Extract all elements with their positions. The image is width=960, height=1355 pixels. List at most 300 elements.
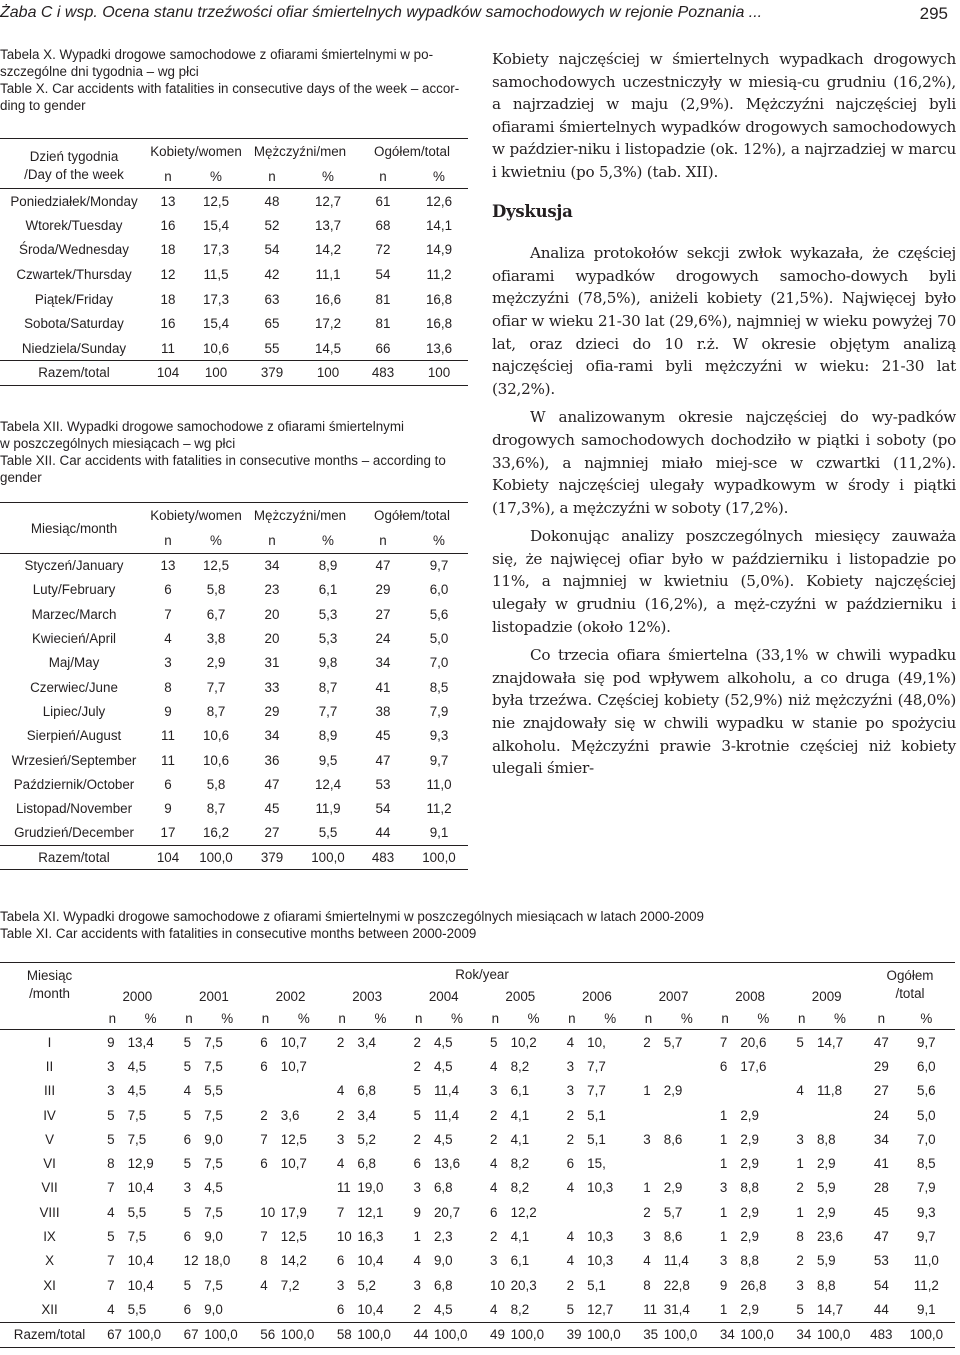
table-cell: 10,6 — [202, 340, 230, 356]
table-cell: 104 — [156, 849, 180, 865]
table-cell: 8 — [260, 1253, 268, 1269]
table-cell: 10,4 — [357, 1253, 384, 1269]
table-cell: 7 — [336, 1204, 345, 1220]
table-cell: 12,2 — [510, 1204, 537, 1220]
table-row — [0, 1079, 955, 1103]
table-cell: 4 — [336, 1156, 345, 1172]
table-cell: 11,4 — [663, 1253, 689, 1269]
table-cell: 4,5 — [127, 1058, 147, 1074]
table-cell: 7,5 — [204, 1107, 223, 1123]
row-label: Maj/May — [48, 655, 100, 671]
row-label-header: Miesiąc/month — [30, 520, 118, 536]
table-cell: 23,6 — [816, 1229, 844, 1245]
row-label: Razem/total — [38, 849, 110, 865]
table-cell: 100,0 — [587, 1327, 621, 1343]
table-cell: 4 — [566, 1229, 575, 1245]
paragraph: Analiza protokołów sekcji zwłok wykazała, że częściej ofiarami wypadków drogowych samocho-dowych byli mężczyźni (78,5%), aniżeli kobiety (21,5%). Najwięcej było ofiar w wieku 21-30 lat (29,6%), najmniej w wieku powyżej 70 lat, oraz dzieci do 10 r.ż. W okresie objętym analizą najczęściej ofia-rami byli mężczyźni w wieku: 21-30 lat (32,2%). — [492, 244, 956, 398]
table-cell: 7,5 — [204, 1204, 223, 1220]
table-cell: 11,0 — [913, 1253, 939, 1269]
table-cell: 13,6 — [433, 1156, 461, 1172]
subhead: % — [433, 533, 445, 549]
table-cell: 6 — [183, 1301, 192, 1317]
table-cell: 66 — [375, 340, 391, 356]
table-cell: 12,9 — [127, 1156, 154, 1172]
table-row — [0, 699, 468, 723]
table-cell: 8,2 — [510, 1156, 530, 1172]
subhead: % — [322, 533, 334, 549]
table-cell: 29 — [264, 703, 280, 719]
table-cell: 9,0 — [204, 1229, 223, 1245]
paragraph: Dokonując analizy poszczególnych miesięcy zauważa się, że najwięcej ofiar było w październiku i listopadzie po 11%, a najmniej w kwietniu (5,0%). Kobiety najczęściej ulegały w grudniu (16,2%), a męż-czyźni w październiku i listopadzie (około 12%). — [492, 527, 956, 636]
table-cell: 9 — [164, 703, 172, 719]
table-row — [0, 1224, 955, 1248]
row-label: Marzec/March — [31, 606, 117, 622]
year-header: 2008 — [735, 988, 765, 1004]
table-cell: 1 — [796, 1156, 804, 1172]
table-cell: 4 — [413, 1253, 421, 1269]
table-cell: 10,3 — [587, 1180, 614, 1196]
table-cell: 11 — [643, 1301, 658, 1317]
table-xi — [0, 962, 955, 1348]
caption-line: gender — [0, 470, 42, 485]
table-cell: 63 — [264, 291, 280, 307]
table-cell: 7,7 — [206, 679, 226, 695]
year-header: 2000 — [122, 988, 153, 1004]
row-label: Październik/October — [13, 776, 135, 792]
caption-line: Tabela XI. Wypadki drogowe samochodowe z ofiarami śmiertelnymi w poszczególnych miesiącach w latach 2000-2009 — [0, 909, 704, 924]
table-cell: 9 — [413, 1204, 421, 1220]
table-cell: 16,3 — [357, 1229, 384, 1245]
paragraph: W analizowanym okresie najczęściej do wy-padków drogowych samochodowych dochodziło w piątki i soboty (po 33,6%), a najmniej miało miej-sce w czwartki (11,2%). Kobiety najczęściej ulegały wypadkowym w środy i piątki (17,3%), a mężczyźni w soboty (17,2%). — [492, 408, 956, 517]
table-cell: 41 — [375, 679, 391, 695]
table-cell: 41 — [873, 1156, 889, 1172]
table-cell: 56 — [260, 1327, 276, 1343]
table-cell: 10,6 — [202, 752, 230, 768]
table-cell: 16 — [160, 217, 176, 233]
page-number: 295 — [919, 4, 948, 23]
paragraph: Co trzecia ofiara śmiertelna (33,1% w chwili wypadku znajdowała się pod wpływem alkoholu, a co druga (49,1%) była trzeźwa. Częściej kobiety (52,9%) niż mężczyźni (48,0%) nie znajdowały się w chwili wypadku w stanie po spożyciu alkoholu. Mężczyźni prawie 3-krotnie częściej niż kobiety ulegali śmier- — [492, 646, 956, 778]
table-cell: 100,0 — [909, 1327, 944, 1343]
table-cell: 20,7 — [433, 1204, 461, 1220]
table-cell: 14,9 — [425, 242, 453, 258]
table-cell: 6 — [164, 776, 172, 792]
table-cell: 4 — [490, 1058, 498, 1074]
table-cell: 2,9 — [740, 1229, 759, 1245]
row-label-header — [0, 139, 148, 189]
table-cell: 6 — [566, 1156, 575, 1172]
table-cell: 15,4 — [202, 217, 230, 233]
table-cell: 9 — [107, 1034, 115, 1050]
table-cell: 4 — [183, 1083, 192, 1099]
subhead: % — [322, 168, 334, 184]
subhead: n — [877, 1010, 886, 1026]
table-cell: 6 — [719, 1058, 728, 1074]
table-cell: 6,0 — [429, 582, 449, 598]
table-cell: 7,7 — [318, 703, 338, 719]
table-cell: 12,7 — [314, 193, 342, 209]
table-cell: 8,9 — [318, 728, 338, 744]
table-cell: 4,5 — [433, 1034, 453, 1050]
group-header: Kobiety/women — [150, 508, 242, 524]
table-cell: 4 — [107, 1301, 115, 1317]
table-cell: 2,9 — [740, 1204, 759, 1220]
table-cell: 11 — [161, 728, 175, 744]
table-cell: 6,8 — [357, 1156, 377, 1172]
table-cell: 47 — [873, 1034, 889, 1050]
total-row — [0, 361, 468, 386]
table-cell: 11 — [161, 340, 175, 356]
header-text: /total — [895, 986, 925, 1001]
table-cell: 9 — [719, 1277, 728, 1293]
table-cell: 5,3 — [318, 631, 338, 647]
table-cell: 5 — [490, 1034, 498, 1050]
table-cell: 18 — [160, 291, 176, 307]
table-cell: 5,8 — [206, 776, 226, 792]
table-cell: 16 — [160, 316, 176, 332]
table-cell: 19,0 — [357, 1180, 384, 1196]
year-header: 2006 — [582, 988, 612, 1004]
table-cell: 3 — [107, 1083, 115, 1099]
table-cell: 4 — [107, 1204, 115, 1220]
table-cell: 5 — [566, 1301, 575, 1317]
row-label: VIII — [39, 1204, 60, 1220]
table-cell: 7,7 — [587, 1058, 606, 1074]
table-cell: 12,5 — [280, 1229, 307, 1245]
table-row — [0, 772, 468, 796]
table-cell: 8,6 — [663, 1229, 683, 1245]
year-header: 2009 — [811, 988, 842, 1004]
subhead: % — [680, 1010, 693, 1026]
table-cell: 100,0 — [433, 1327, 468, 1343]
table-cell: 3 — [719, 1253, 728, 1269]
table-cell — [279, 1176, 329, 1200]
table-row — [0, 602, 468, 626]
table-cell: 14,2 — [314, 242, 342, 258]
table-cell — [585, 1200, 635, 1224]
table-cell: 11,0 — [426, 776, 452, 792]
table-cell: 2,9 — [206, 655, 226, 671]
table-cell: 11,4 — [433, 1083, 460, 1099]
year-header: 2005 — [505, 988, 536, 1004]
table-cell: 10,7 — [280, 1034, 307, 1050]
group-header: Ogółem/total — [374, 144, 450, 160]
table-cell: 5,0 — [429, 631, 449, 647]
table-cell: 100 — [427, 365, 451, 381]
table-cell: 5,0 — [917, 1107, 936, 1123]
subhead: n — [108, 1010, 117, 1026]
table-cell: 16,8 — [425, 316, 453, 332]
table-cell: 8,6 — [663, 1131, 683, 1147]
row-label-header — [0, 963, 99, 1008]
table-cell: 100 — [316, 365, 340, 381]
row-label: VI — [43, 1156, 56, 1172]
table-cell: 1 — [796, 1204, 804, 1220]
table-cell: 100,0 — [740, 1327, 774, 1343]
header-text: Dzień tygodnia — [29, 148, 119, 164]
table-cell: 9,3 — [429, 728, 449, 744]
table-cell: 44 — [413, 1327, 429, 1343]
table-cell: 100,0 — [199, 849, 233, 865]
table-cell: 5,5 — [127, 1301, 147, 1317]
table-cell: 11,2 — [426, 267, 452, 283]
table-cell: 16,8 — [425, 291, 453, 307]
table-cell: 15,4 — [202, 316, 230, 332]
table-cell: 4 — [260, 1277, 268, 1293]
table-cell: 4 — [566, 1034, 575, 1050]
row-label: I — [47, 1034, 52, 1050]
row-label: Grudzień/December — [14, 825, 134, 841]
row-label: IX — [43, 1229, 56, 1245]
year-header: 2001 — [199, 988, 229, 1004]
row-label: Czwartek/Thursday — [16, 267, 132, 283]
total-row — [0, 845, 468, 869]
table-cell: 6,1 — [510, 1253, 530, 1269]
table-cell: 4,5 — [433, 1301, 453, 1317]
table-cell: 8,5 — [917, 1156, 936, 1172]
table-cell: 2 — [413, 1301, 421, 1317]
table-row — [0, 675, 468, 699]
table-cell: 100,0 — [510, 1327, 545, 1343]
table-cell: 18 — [160, 242, 176, 258]
table-cell: 10 — [260, 1204, 276, 1220]
subhead: % — [451, 1010, 463, 1026]
table-cell: 7 — [107, 1277, 115, 1293]
table-cell: 4,5 — [204, 1180, 223, 1196]
table-cell: 11,4 — [433, 1107, 460, 1123]
row-label: Lipiec/July — [42, 703, 106, 719]
table-cell: 12 — [160, 267, 176, 283]
caption-line: Tabela X. Wypadki drogowe samochodowe z ofiarami śmiertelnymi w po- — [0, 47, 434, 62]
table-cell: 2 — [796, 1180, 804, 1196]
table-cell: 6,8 — [433, 1180, 453, 1196]
table-cell: 11,9 — [315, 801, 341, 817]
table-cell: 17,3 — [202, 242, 230, 258]
subhead: % — [374, 1010, 387, 1026]
table-cell: 4 — [164, 631, 172, 647]
row-label: Wrzesień/September — [11, 752, 137, 768]
table-cell: 9,7 — [429, 752, 449, 768]
table-cell: 5,3 — [318, 606, 338, 622]
table-cell — [712, 1079, 739, 1103]
row-label: IV — [43, 1107, 56, 1123]
body-text-column — [492, 48, 956, 780]
table-cell: 100,0 — [280, 1327, 315, 1343]
table-cell: 5,8 — [206, 582, 226, 598]
table-row — [0, 651, 468, 675]
caption-line: Table XI. Car accidents with fatalities in consecutive months between 2000-2009 — [0, 926, 477, 941]
table-cell: 11 — [336, 1180, 351, 1196]
table-cell: 10,4 — [357, 1301, 384, 1317]
table-cell: 5 — [183, 1107, 192, 1123]
header-text: Miesiąc — [26, 968, 73, 983]
table-cell: 12,4 — [314, 776, 342, 792]
table-cell — [738, 1079, 788, 1103]
row-label: Niedziela/Sunday — [21, 340, 127, 356]
table-x-caption — [0, 46, 475, 114]
table-row — [0, 262, 468, 287]
table-cell: 8 — [107, 1156, 115, 1172]
row-label: XII — [41, 1301, 58, 1317]
group-header: Ogółem/total — [374, 508, 450, 524]
table-cell: 3 — [490, 1083, 498, 1099]
table-cell: 54 — [264, 242, 280, 258]
table-cell: 27 — [873, 1083, 889, 1099]
total-row — [0, 1322, 955, 1347]
table-cell — [355, 1054, 405, 1078]
table-cell: 1 — [719, 1301, 728, 1317]
running-head-title: Żaba C i wsp. Ocena stanu trzeźwości ofiar śmiertelnych wypadków samochodowych w rejonie Poznania ... — [0, 4, 763, 21]
table-cell: 3,4 — [357, 1034, 377, 1050]
table-cell: 47 — [375, 752, 391, 768]
table-cell: 53 — [375, 776, 391, 792]
table-cell — [815, 1103, 865, 1127]
row-label: Sierpień/August — [26, 728, 122, 744]
table-cell: 17,9 — [280, 1204, 307, 1220]
table-cell: 2,9 — [663, 1180, 683, 1196]
table-cell: 20 — [264, 631, 280, 647]
table-cell: 5,9 — [816, 1180, 836, 1196]
table-cell: 3 — [643, 1131, 651, 1147]
table-cell: 10,4 — [127, 1277, 154, 1293]
table-row — [0, 1176, 955, 1200]
table-row — [0, 748, 468, 772]
section-heading: Dyskusja — [492, 201, 573, 221]
table-cell: 11,2 — [426, 801, 452, 817]
table-cell: 2,9 — [740, 1131, 759, 1147]
table-cell: 12 — [183, 1253, 199, 1269]
table-cell: 3,4 — [357, 1107, 377, 1123]
table-cell: 44 — [873, 1301, 889, 1317]
table-cell: 16,2 — [202, 825, 230, 841]
table-cell — [252, 1176, 279, 1200]
table-cell: 7,5 — [204, 1277, 223, 1293]
table-cell: 5,2 — [357, 1131, 377, 1147]
table-cell: 379 — [260, 365, 284, 381]
subhead: n — [185, 1010, 193, 1026]
table-cell: 2 — [336, 1034, 345, 1050]
table-cell: 2 — [566, 1277, 575, 1293]
table-cell: 7 — [164, 606, 172, 622]
table-cell: 100 — [204, 365, 228, 381]
table-cell: 12,6 — [425, 193, 453, 209]
table-cell: 4 — [796, 1083, 804, 1099]
table-cell: 17,3 — [202, 291, 230, 307]
table-cell: 6,8 — [357, 1083, 377, 1099]
table-row — [0, 287, 468, 312]
subhead: n — [797, 1010, 806, 1026]
caption-line: Tabela XII. Wypadki drogowe samochodowe z ofiarami śmiertelnymi — [0, 419, 404, 434]
table-cell — [279, 1079, 329, 1103]
table-cell: 3 — [336, 1131, 345, 1147]
paragraph: Kobiety najczęściej w śmiertelnych wypadkach drogowych samochodowych uczestniczyły w miesią-cu grudniu (16,2%), a najrzadziej w maju (2,9%). Mężczyźni najczęściej byli ofiarami śmiertelnych wypadków drogowych samochodowych w paździer-niku i listopadzie (ok. 12%), a najrzadziej w marcu i kwietniu (po 5,3%) (tab. XII). — [492, 50, 956, 181]
table-cell: 3 — [490, 1253, 498, 1269]
table-cell: 8,8 — [816, 1131, 836, 1147]
table-cell: 100,0 — [357, 1327, 391, 1343]
table-cell: 9,7 — [917, 1229, 936, 1245]
table-cell: 2,9 — [816, 1156, 836, 1172]
table-xii — [0, 502, 468, 870]
table-cell: 6 — [336, 1253, 345, 1269]
table-cell: 33 — [264, 679, 280, 695]
table-cell: 5,7 — [663, 1034, 683, 1050]
year-header: 2004 — [428, 988, 459, 1004]
table-cell: 4 — [490, 1180, 498, 1196]
row-label: Sobota/Saturday — [24, 316, 124, 332]
table-cell — [635, 1151, 662, 1175]
group-header: Mężczyźni/men — [253, 144, 347, 160]
table-cell: 28 — [873, 1180, 889, 1196]
row-label: Kwiecień/April — [31, 631, 117, 647]
year-header: 2003 — [352, 988, 383, 1004]
row-label: Piątek/Friday — [34, 291, 114, 307]
table-cell — [329, 1054, 356, 1078]
table-cell: 2,9 — [663, 1083, 683, 1099]
group-header: Kobiety/women — [150, 144, 242, 160]
table-cell: 7 — [260, 1131, 268, 1147]
table-cell: 45 — [375, 728, 391, 744]
table-cell: 5 — [796, 1301, 804, 1317]
table-cell: 8,7 — [206, 703, 226, 719]
table-cell: 81 — [375, 316, 391, 332]
table-cell: 5 — [107, 1107, 115, 1123]
table-cell: 7,5 — [204, 1034, 223, 1050]
table-cell: 7,0 — [917, 1131, 936, 1147]
table-cell: 2 — [260, 1107, 268, 1123]
table-cell: 12,7 — [587, 1301, 614, 1317]
table-cell: 5 — [183, 1034, 192, 1050]
table-cell: 8,8 — [740, 1253, 759, 1269]
row-label: XI — [43, 1277, 56, 1293]
table-cell: 14,2 — [280, 1253, 307, 1269]
table-cell: 9,0 — [204, 1131, 223, 1147]
header-text: Ogółem — [886, 968, 934, 983]
subhead: n — [338, 1010, 346, 1026]
subhead: n — [261, 1010, 270, 1026]
table-cell: 10,7 — [280, 1058, 307, 1074]
table-cell: 7,5 — [127, 1131, 147, 1147]
table-cell: 13,4 — [127, 1034, 154, 1050]
table-cell: 27 — [264, 825, 280, 841]
table-cell — [559, 1200, 586, 1224]
row-label: X — [45, 1253, 54, 1269]
table-cell: 7,9 — [917, 1180, 936, 1196]
table-cell: 52 — [264, 217, 280, 233]
table-cell: 12,5 — [202, 193, 230, 209]
table-cell: 5,5 — [318, 825, 338, 841]
table-cell: 65 — [264, 316, 280, 332]
table-cell: 4 — [336, 1083, 345, 1099]
table-cell — [635, 1054, 662, 1078]
table-cell: 2,9 — [740, 1107, 759, 1123]
table-cell: 6,8 — [433, 1277, 453, 1293]
table-cell: 10 — [490, 1277, 505, 1293]
table-cell: 38 — [375, 703, 391, 719]
subhead: % — [834, 1010, 846, 1026]
table-cell: 4,5 — [127, 1083, 147, 1099]
table-cell: 3,8 — [206, 631, 226, 647]
table-cell: 10,7 — [280, 1156, 307, 1172]
subhead: % — [210, 533, 222, 549]
table-cell: 3 — [719, 1180, 728, 1196]
table-cell: 5,7 — [663, 1204, 683, 1220]
table-cell: 55 — [264, 340, 280, 356]
caption-line: szczególne dni tygodnia – wg płci — [0, 64, 199, 79]
table-cell: 9 — [164, 801, 172, 817]
table-cell: 5 — [413, 1083, 421, 1099]
table-cell: 11,1 — [315, 267, 341, 283]
table-cell: 2 — [413, 1058, 421, 1074]
table-cell: 2,9 — [740, 1156, 759, 1172]
